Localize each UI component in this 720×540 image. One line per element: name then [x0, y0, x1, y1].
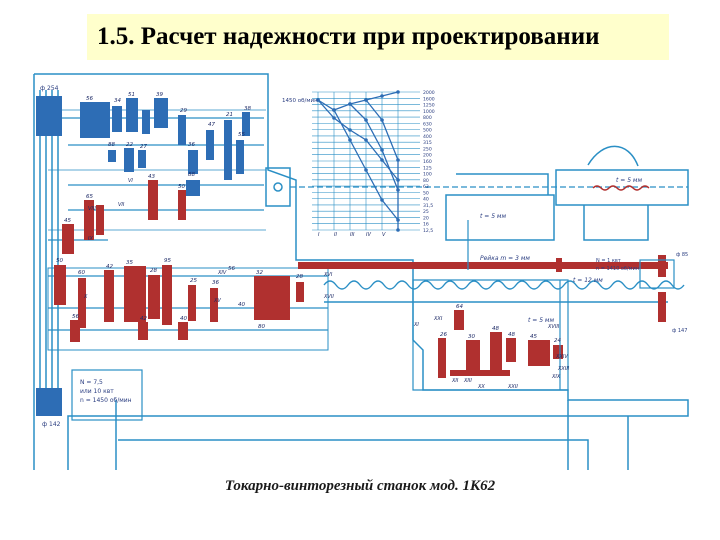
speed-chart-tick-label: 125	[423, 166, 432, 172]
shaft-numeral: VI	[128, 178, 133, 184]
speed-chart-node	[396, 218, 400, 222]
speed-chart-node	[396, 158, 400, 162]
shaft-numeral: XI	[414, 322, 419, 328]
pulley-top	[36, 96, 62, 136]
speed-chart-node	[380, 198, 384, 202]
belt-drive	[40, 90, 58, 400]
gear-number: 80	[258, 324, 265, 330]
speed-chart-tick-label: 12,5	[423, 229, 434, 234]
speed-chart-node	[364, 168, 368, 172]
gear-number: 28	[296, 274, 303, 280]
motor-spec-line-2: или 10 квт	[80, 388, 114, 395]
shaft-numeral: XXI	[434, 316, 443, 322]
shaft-numeral: XX	[478, 384, 485, 390]
shaft-numeral: IX	[88, 236, 93, 242]
speed-chart-tick-label: 100	[423, 172, 432, 178]
speed-chart-node	[380, 148, 384, 152]
gear-number: 45	[64, 218, 71, 224]
gear-number: 32	[256, 270, 263, 276]
speed-chart-tick-label: 315	[423, 141, 432, 147]
slide-title: 1.5. Расчет надежности при проектировании	[87, 14, 669, 60]
speed-chart-node	[364, 138, 368, 142]
speed-chart-tick-label: 31,5	[423, 203, 434, 209]
motor2-spec-line-2: n = 1410 об/мин	[596, 266, 639, 272]
speed-chart-tick-label: 16	[423, 222, 429, 228]
gear-number: 38	[244, 106, 251, 112]
motor-spec-line-1: N = 7,5	[80, 379, 103, 386]
shaft-numeral: V	[382, 232, 386, 238]
speed-chart-tick-label: 2000	[423, 91, 435, 96]
speed-chart-node	[364, 118, 368, 122]
gear-number: 28	[150, 268, 157, 274]
speed-chart-node	[396, 188, 400, 192]
gear-number: 50	[56, 258, 63, 264]
shaft-numeral: XIII	[464, 378, 472, 384]
gear-number: 50	[178, 184, 185, 190]
gear-number: 36	[188, 142, 195, 148]
gear-number: 48	[508, 332, 515, 338]
main-motor	[72, 370, 142, 420]
rack-label: Рейка m = 3 мм	[480, 255, 530, 262]
pulley-right-bottom-label: ф 147	[672, 328, 688, 334]
gear-number: 88	[108, 142, 115, 148]
shaft-numeral: XV	[214, 298, 221, 304]
gear-number: 64	[456, 304, 463, 310]
shaft-numeral: IV	[366, 232, 371, 238]
gear-number: 40	[180, 316, 187, 322]
gear-number: 40	[238, 302, 245, 308]
shaft-numeral: XVI	[324, 272, 333, 278]
gear-number: 22	[126, 142, 133, 148]
speed-chart-tick-label: 1250	[423, 103, 435, 109]
shaft-numeral: XVII	[324, 294, 334, 300]
gear-number: 39	[156, 92, 163, 98]
gear-number: 60	[78, 270, 85, 276]
speed-chart-node	[348, 102, 352, 106]
gear-number: 30	[468, 334, 475, 340]
gear-number: 47	[208, 122, 215, 128]
speed-chart-node	[364, 98, 368, 102]
speed-chart-node	[380, 94, 384, 98]
gear-number: 27	[140, 144, 147, 150]
speed-chart-tick-label: 20	[423, 216, 429, 222]
shaft-numeral: XXIII	[558, 366, 570, 372]
speed-chart-ray	[318, 92, 398, 110]
gear-number: 35	[126, 260, 133, 266]
carriage-screw-label: t = 5 мм	[480, 213, 506, 220]
speed-chart-node	[348, 128, 352, 132]
figure-caption: Токарно-винторезный станок мод. 1К62	[224, 478, 496, 494]
lathe-kinematic-diagram	[28, 70, 698, 470]
gear-number: 24	[554, 338, 561, 344]
speed-chart-node	[332, 116, 336, 120]
speed-chart-tick-label: 160	[423, 160, 432, 165]
pulley-right-top-label: ф 85	[676, 252, 689, 258]
shaft-numeral: XVIII	[548, 324, 560, 330]
gear-number: 43	[148, 174, 155, 180]
gear-number: 56	[86, 96, 93, 102]
gear-number: 25	[190, 278, 197, 284]
speed-chart-node	[332, 108, 336, 112]
speed-chart-node	[396, 178, 400, 182]
rpm-label: 1450 об/мин	[282, 98, 318, 104]
shaft-numeral: XIV	[218, 270, 227, 276]
shaft-numeral: III	[350, 232, 355, 238]
apron-screw-label: t = 5 мм	[528, 317, 554, 324]
gear-number: 42	[140, 316, 147, 322]
gear-number: 95	[164, 258, 171, 264]
shaft-numeral: VIII	[88, 206, 96, 212]
gear-number: 42	[106, 264, 113, 270]
gear-number: 21	[226, 112, 233, 118]
shaft-numeral: X	[84, 294, 88, 300]
gear-number: 56	[228, 266, 235, 272]
speed-chart-tick-label: 400	[423, 134, 432, 140]
gear-number: 34	[114, 98, 121, 104]
gear-number: 88	[188, 172, 195, 178]
speed-chart-tick-label: 800	[423, 116, 432, 122]
shaft-numeral: VII	[118, 202, 125, 208]
gear-number: 55	[238, 132, 245, 138]
speed-chart-tick-label: 40	[423, 197, 429, 203]
speed-chart-node	[396, 90, 400, 94]
speed-chart-node	[396, 228, 400, 232]
shaft-numeral: XIX	[552, 374, 561, 380]
speed-chart	[282, 90, 435, 234]
speed-chart-tick-label: 200	[423, 153, 432, 159]
shaft-numeral: XII	[452, 378, 459, 384]
pulley-bottom-label: ф 142	[42, 421, 61, 428]
speed-chart-tick-label: 25	[423, 210, 429, 216]
speed-chart-node	[380, 158, 384, 162]
speed-chart-tick-label: 250	[423, 147, 432, 153]
speed-chart-node	[380, 118, 384, 122]
shaft-numeral: XXII	[508, 384, 518, 390]
gear-number: 45	[530, 334, 537, 340]
speed-chart-tick-label: 630	[423, 122, 432, 128]
motor-spec-line-3: n = 1450 об/мин	[80, 397, 132, 404]
speed-chart-tick-label: 80	[423, 178, 429, 184]
tailstock-screw-label: t = 5 мм	[616, 177, 642, 184]
feed-pitch-label: t = 12 мм	[573, 277, 603, 284]
pulley-bottom	[36, 388, 62, 416]
speed-chart-tick-label: 1600	[423, 97, 435, 103]
gear-number: 29	[180, 108, 187, 114]
speed-chart-tick-label: 50	[423, 191, 429, 197]
gear-number: 51	[128, 92, 135, 98]
motor2-spec-line-1: N = 1 квт	[596, 258, 621, 264]
gear-number: 56	[72, 314, 79, 320]
speed-chart-node	[348, 138, 352, 142]
speed-chart-tick-label: 63	[423, 185, 429, 191]
headstock-gears	[80, 98, 250, 196]
pulley-top-label: ф 254	[40, 85, 59, 92]
gear-number: 36	[212, 280, 219, 286]
gear-number: 65	[86, 194, 93, 200]
speed-chart-tick-label: 500	[423, 128, 432, 134]
speed-chart-tick-label: 1000	[423, 109, 435, 115]
shaft-numeral: II	[334, 232, 337, 238]
gear-number: 26	[440, 332, 447, 338]
gear-number: 48	[492, 326, 499, 332]
lead-screw	[324, 281, 684, 302]
shaft-numeral: XXIV	[556, 354, 568, 360]
shaft-numeral: I	[318, 232, 320, 238]
